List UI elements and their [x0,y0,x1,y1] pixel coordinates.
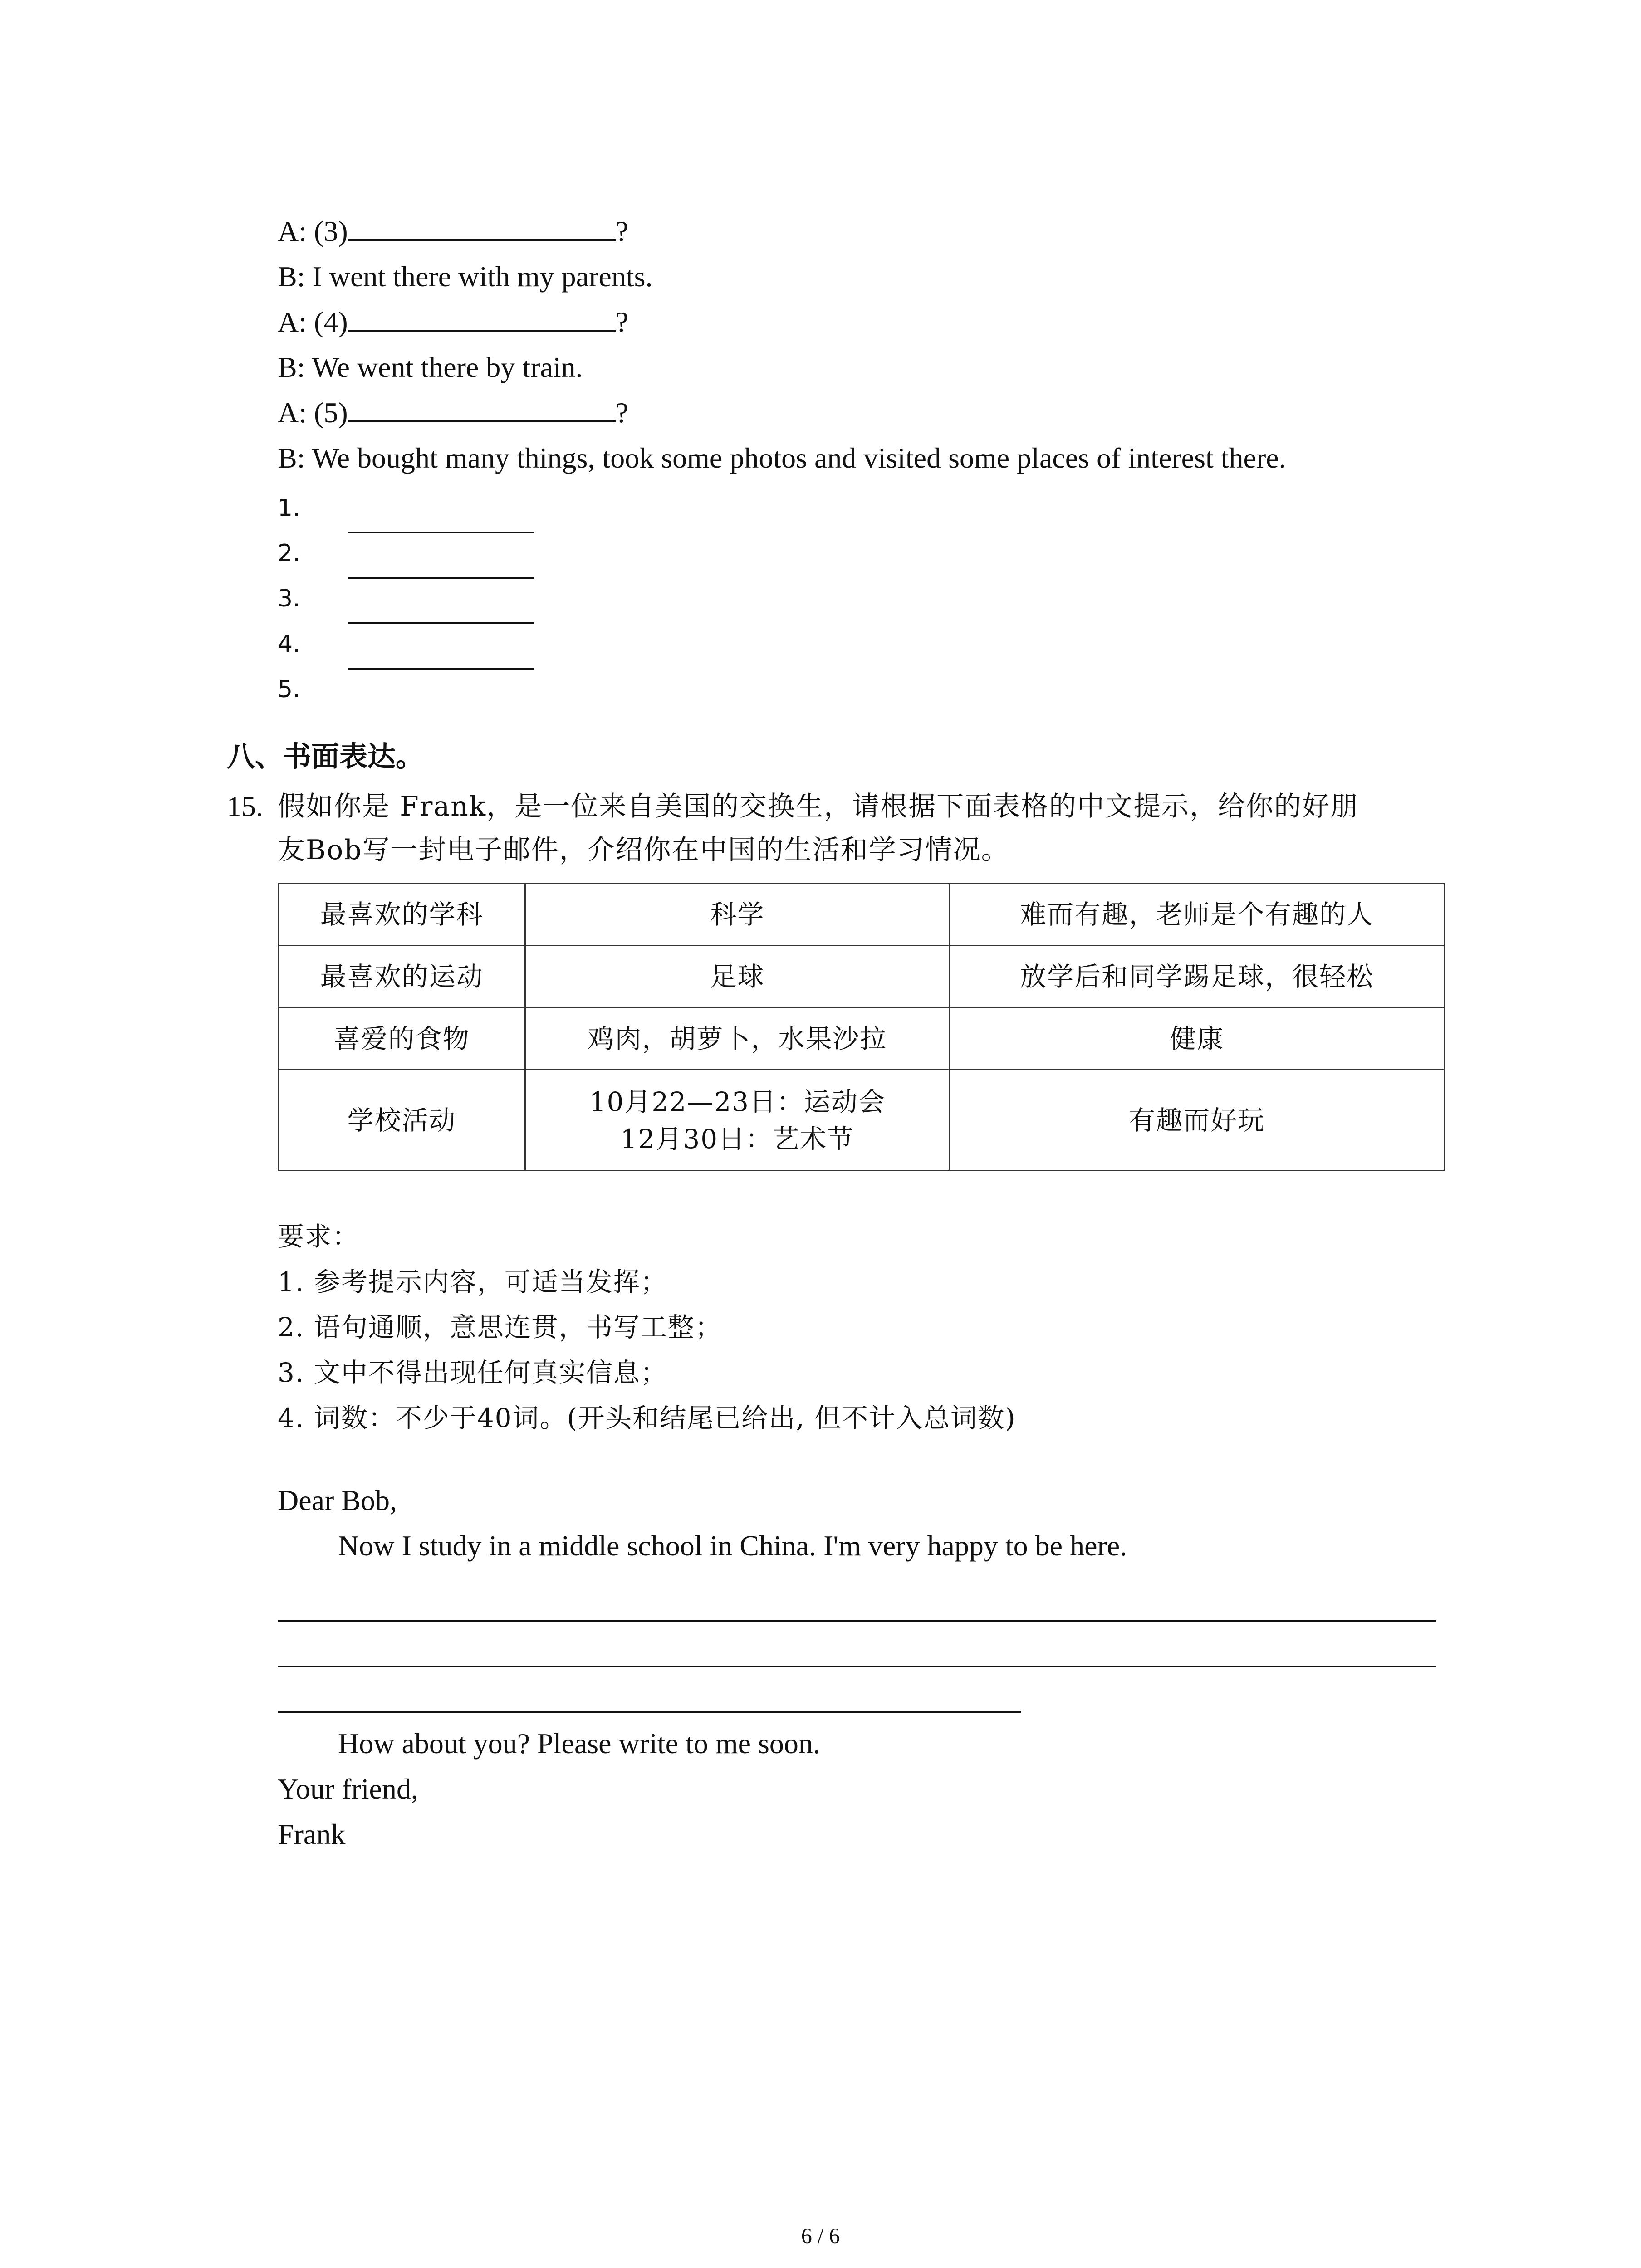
dialogue-prefix: A: (4) [278,306,348,338]
answer-blank-4[interactable] [348,304,616,332]
table-cell-line: 12月30日：艺术节 [620,1123,855,1154]
table-row [279,1008,1445,1070]
dialogue-prefix: A: (3) [278,215,348,247]
writing-line-2[interactable] [278,1666,1436,1667]
requirement-item-3: 3. 文中不得出现任何真实信息； [278,1357,668,1388]
answer-number-3: 3. [278,585,300,612]
letter-signature: Frank [278,1818,346,1850]
table-cell: 科学 [525,884,950,946]
answer-number-1: 1. [278,494,300,522]
table-cell: 喜爱的食物 [279,1008,525,1070]
table-cell: 学校活动 [279,1070,525,1171]
answer-line-4[interactable] [348,668,534,670]
dialogue-suffix: ? [615,306,629,338]
table-row [279,1070,1445,1171]
table-cell: 有趣而好玩 [950,1070,1445,1171]
table-row [279,884,1445,946]
answer-blank-3[interactable] [348,214,616,241]
info-table [278,883,1445,1171]
table-cell [525,1070,950,1171]
dialogue-line-b3: B: We bought many things, took some photos and visited some places of interest there. [278,442,1286,474]
writing-line-1[interactable] [278,1620,1436,1622]
table-cell: 最喜欢的运动 [279,946,525,1008]
table-cell: 足球 [525,946,950,1008]
requirement-item-1: 1. 参考提示内容，可适当发挥； [278,1266,668,1297]
requirement-item-2: 2. 语句通顺，意思连贯，书写工整； [278,1312,722,1343]
table-row [279,946,1445,1008]
table-cell: 难而有趣，老师是个有趣的人 [950,884,1445,946]
section-title: 八、书面表达。 [227,740,424,773]
answer-line-2[interactable] [348,577,534,579]
letter-opening: Now I study in a middle school in China. I'm very happy to be here. [338,1530,1127,1562]
question-prompt-line1: 假如你是 Frank，是一位来自美国的交换生，请根据下面表格的中文提示，给你的好朋 [278,791,1359,822]
table-cell: 放学后和同学踢足球，很轻松 [950,946,1445,1008]
answer-number-4: 4. [278,631,300,658]
question-prompt-line2: 友Bob写一封电子邮件，介绍你在中国的生活和学习情况。 [278,834,1009,866]
dialogue-line-a3 [278,213,628,249]
dialogue-prefix: A: (5) [278,396,348,429]
answer-line-1[interactable] [348,532,534,533]
dialogue-line-b1: B: I went there with my parents. [278,260,653,293]
table-cell: 鸡肉，胡萝卜，水果沙拉 [525,1008,950,1070]
dialogue-line-b2: B: We went there by train. [278,351,583,383]
answer-number-2: 2. [278,540,300,567]
table-cell: 健康 [950,1008,1445,1070]
writing-line-3[interactable] [278,1711,1021,1713]
table-cell: 最喜欢的学科 [279,884,525,946]
letter-greeting: Dear Bob, [278,1484,397,1516]
dialogue-line-a5 [278,395,628,431]
answer-line-3[interactable] [348,622,534,624]
requirements-title: 要求： [278,1221,360,1252]
requirement-item-4: 4. 词数：不少于40词。(开头和结尾已给出, 但不计入总词数) [278,1403,1016,1433]
dialogue-suffix: ? [615,215,629,247]
dialogue-line-a4 [278,304,628,340]
answer-number-5: 5. [278,676,300,703]
dialogue-suffix: ? [615,396,629,429]
page-number: 6 / 6 [801,2224,840,2248]
answer-blank-5[interactable] [348,395,616,422]
table-cell-line: 10月22—23日：运动会 [589,1086,886,1117]
question-number: 15. [227,790,263,822]
letter-signoff: Your friend, [278,1773,418,1805]
letter-closing: How about you? Please write to me soon. [338,1727,820,1760]
